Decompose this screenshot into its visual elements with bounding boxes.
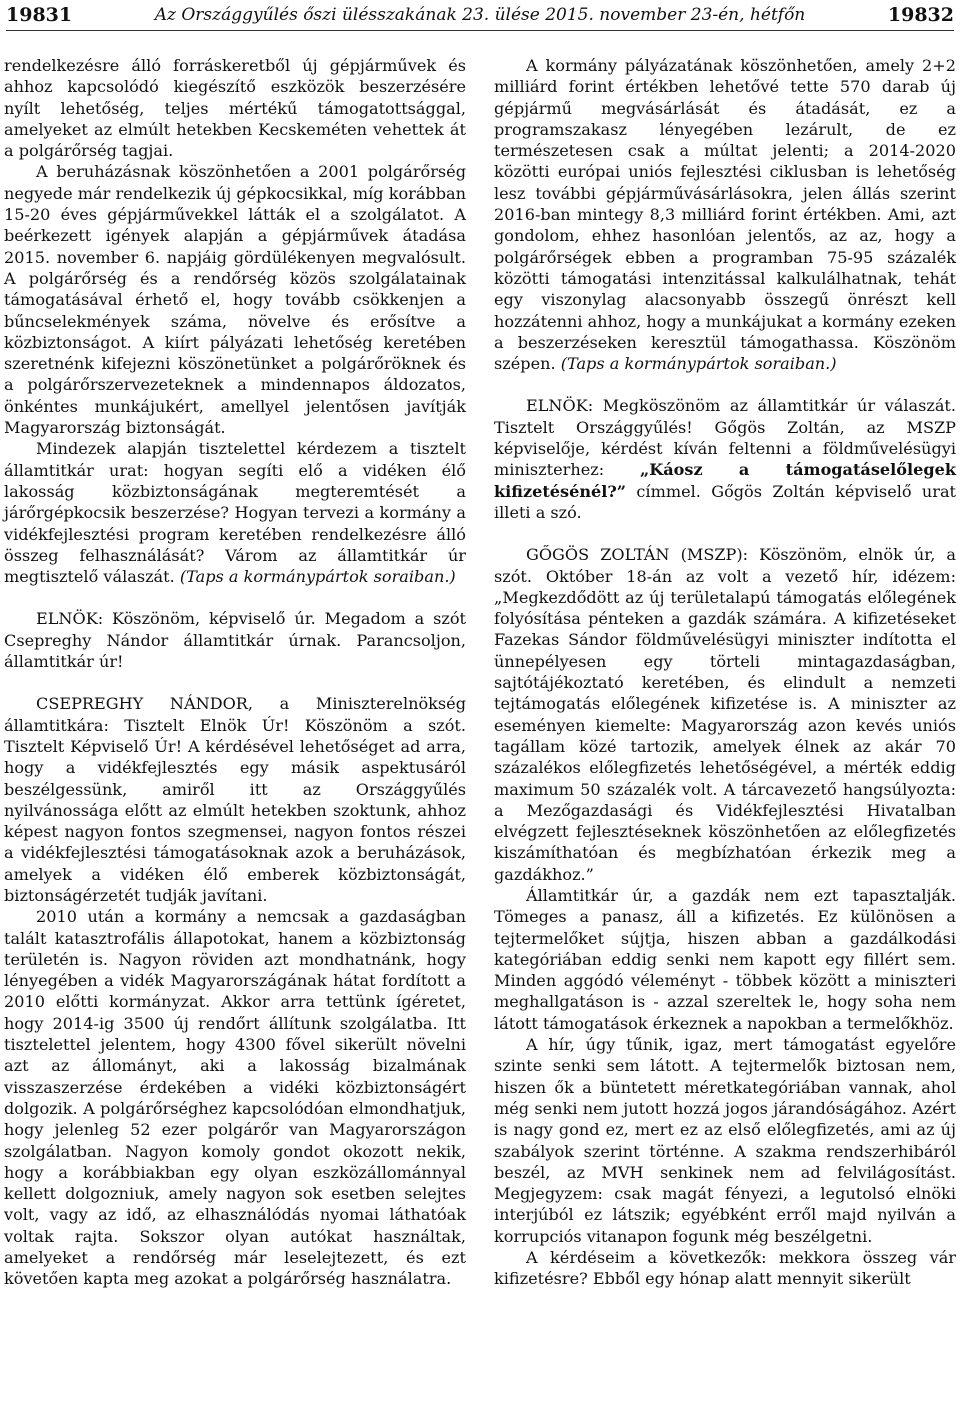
paragraph-text: címmel. Gőgös Zoltán képviselő urat illeti a szó. [494, 481, 957, 522]
paragraph: 2010 után a kormány a nemcsak a gazdaságban talált katasztrofális állapotokat, hanem a közbiztonság területén is. Nagyon röviden azt mondhatnánk, hogy lényegében a vidék Magyarországának hátat fordított a 2010 előtti kormányzat. Akkor arra tettünk ígéretet, hogy 2014-ig 3500 új rendőrt állítunk szolgálatba. Itt tisztelettel jelentem, hogy 4300 fővel sikerült növelni azt az állományt, aki a lakosság bizalmának visszaszerzése érdekében a vidéki közbiztonságért dolgozik. A polgárőrséghez kapcsolódóan elmondhatjuk, hogy jelenleg 52 ezer polgárőr van Magyarországon szolgálatban. Nagyon komoly gondot okozott nekik, hogy a korábbiakban egy olyan eszközállománnyal kellett dolgozniuk, amely nagyon sok esetben selejtes volt, vagy az idő, az elhasználódás nyomai láthatóak voltak rajta. Sokszor olyan autókat használtak, amelyeket a rendőrség már leselejtezett, és ezt követően kapta meg azokat a polgárőrség használatra. [4, 907, 466, 1289]
paragraph: A kérdéseim a következők: mekkora összeg vár kifizetésre? Ebből egy hónap alatt mennyit sikerült [494, 1248, 956, 1289]
speaker-paragraph: CSEPREGHY NÁNDOR, a Miniszterelnökség államtitkára: Tisztelt Elnök Úr! Köszönöm a szót. Tisztelt Képviselő Úr! A kérdésével lehetőséget ad arra, hogy a vidékfejlesztés egy másik aspektusáról beszélgessünk, amiről itt az Országgyűlés nyilvánossága előtt az elmúlt hetekben szoktunk, ahhoz képest nagyon fontos szegmensei, nagyon fontos részei a vidékfejlesztési támogatásoknak azok a beruházások, amelyek a vidéken élő emberek közbiztonságát, biztonságérzetét tudják javítani. [4, 694, 466, 905]
paragraph-text: A kormány pályázatának köszönhetően, amely 2+2 milliárd forint értékben lehetővé tette 570 darab új gépjármű megvásárlását és átadását, ez a programszakasz lényegében lezárult, de ez természetesen csak a múltat jelenti; a 2014-2020 közötti európai uniós fejlesztési ciklusban is lehetőség lesz további gépjárművásárlásokra, jelen állás szerint 2016-ban mintegy 8,3 milliárd forint értékben. Ami, azt gondolom, ehhez hasonlóan jelentős, az az, hogy a polgárőrségek ebben a programban 75-95 százalék közötti támogatási intenzitással kalkulálhatnak, tehát egy viszonylag alacsonyabb összegű önrészt kell hozzátenni ahhoz, hogy a munkájukat a kormány ezeken a beszerzéseken keresztül támogathassa. Köszönöm szépen. [494, 56, 956, 374]
speaker-paragraph: ELNÖK: Köszönöm, képviselő úr. Megadom a szót Csepreghy Nándor államtitkár úrnak. Parancsoljon, államtitkár úr! [4, 609, 466, 672]
applause-note: (Taps a kormánypártok soraiban.) [560, 354, 837, 374]
page-header [6, 0, 954, 31]
paragraph: A beruházásnak köszönhetően a 2001 polgárőrség negyede már rendelkezik új gépkocsikkal, míg korábban 15-20 éves gépjárművekkel látták el a szolgálatot. A beérkezett igények alapján a gépjárművek átadása 2015. november 6. napjáig gördülékenyen megvalósult. A polgárőrség és a rendőrség közös szolgálatainak támogatásával érhető el, hogy tovább csökkenjen a bűncselekmények száma, növelve és erősítve a közbiztonságot. A kiírt pályázati lehetőség keretében szeretnénk kifejezni köszönetünket a polgárőröknek és a polgárőrszervezeteknek a mindennapos áldozatos, önkéntes munkájukért, amellyel jelentősen javítják Magyarország biztonságát. [4, 162, 466, 438]
left-column [4, 55, 466, 1290]
applause-note: (Taps a kormánypártok soraiban.) [179, 567, 456, 587]
question-title: „Káosz a támogatáselőlegek kifizetésénél?” [494, 460, 956, 501]
speaker-paragraph [494, 395, 956, 523]
speaker-paragraph: GŐGÖS ZOLTÁN (MSZP): Köszönöm, elnök úr, a szót. Október 18-án az volt a vezető hír, idézem: „Megkezdődött az új területalapú támogatás előlegének folyósítása pénteken a gazdák számára. A kifizetéseket Fazekas Sándor földművelésügyi miniszter indította el ünnepélyesen egy törteli mintagazdaságban, sajtótájékoztató keretében, és elindult a nemzeti tejtámogatás előlegének kifizetése is. A miniszter az eseményen kiemelte: Magyarország azon kevés uniós tagállam közé tartozik, amelyek élnek az akár 70 százalékos előlegfizetés lehetőségével, a mérték eddig maximum 50 százalék volt. A tárcavezető hangsúlyozta: a Mezőgazdasági és Vidékfejlesztési Hivatalban elvégzett fejlesztéseknek köszönhetően az előlegfizetés kiszámíthatóan és megbízhatóan érkezik meg a gazdákhoz.” [494, 545, 956, 884]
page-number-right: 19832 [887, 4, 954, 26]
paragraph: Államtitkár úr, a gazdák nem ezt tapasztalják. Tömeges a panasz, áll a kifizetés. Ez különösen a tejtermelőket sújtja, hiszen abban a gazdálkodási kategóriában eddig senki nem kapott egy fillért sem. Minden aggódó véleményt - többek között a miniszteri meghallgatáson is - azzal szereltek le, hogy soha nem látott támogatások érkeznek a napokban a termelőkhöz. [494, 885, 956, 1033]
running-title: Az Országgyűlés őszi ülésszakának 23. ülése 2015. november 23-én, hétfőn [154, 5, 806, 25]
paragraph: rendelkezésre álló forráskeretből új gépjárművek és ahhoz kapcsolódó kiegészítő eszközök beszerzésére nyílt lehetőség, teljes mértékű támogatottsággal, amelyeket az elmúlt hetekben Kecskeméten vehettek át a polgárőrség tagjai. [4, 56, 466, 161]
paragraph-text: Mindezek alapján tisztelettel kérdezem a tisztelt államtitkár urat: hogyan segíti elő a vidéken élő lakosság közbiztonságának megteremtését a járőrgépkocsik beszerzése? Hogyan tervezi a kormány a vidékfejlesztési program keretében rendelkezésre álló összeg felhasználását? Várom az államtitkár úr megtisztelő válaszát. [4, 439, 466, 587]
page-number-left: 19831 [6, 4, 73, 26]
right-column [494, 55, 956, 1290]
paragraph [4, 438, 466, 587]
paragraph [494, 55, 956, 374]
paragraph: A hír, úgy tűnik, igaz, mert támogatást egyelőre szinte senki sem látott. A tejtermelők biztosan nem, hiszen ők a büntetett méretkategóriában vannak, ahol még senki nem jutott hozzá jogos járandóságához. Azért is nagy gond ez, mert ez az első előlegfizetés, ami az új szabályok szerint történne. A szakma rendszerhibáról beszél, az MVH senkinek nem ad felvilágosítást. Megjegyzem: csak magát fényezi, a legutolsó elnöki interjúból ez látszik; egyébként erről majd nyilván a korrupciós vitanapon fogunk még beszélgetni. [494, 1035, 956, 1246]
paragraph-text: ELNÖK: Megköszönöm az államtitkár úr válaszát. Tisztelt Országgyűlés! Gőgös Zoltán, az MSZP képviselője, kérdést kíván feltenni a földművelésügyi miniszterhez: [494, 396, 956, 480]
